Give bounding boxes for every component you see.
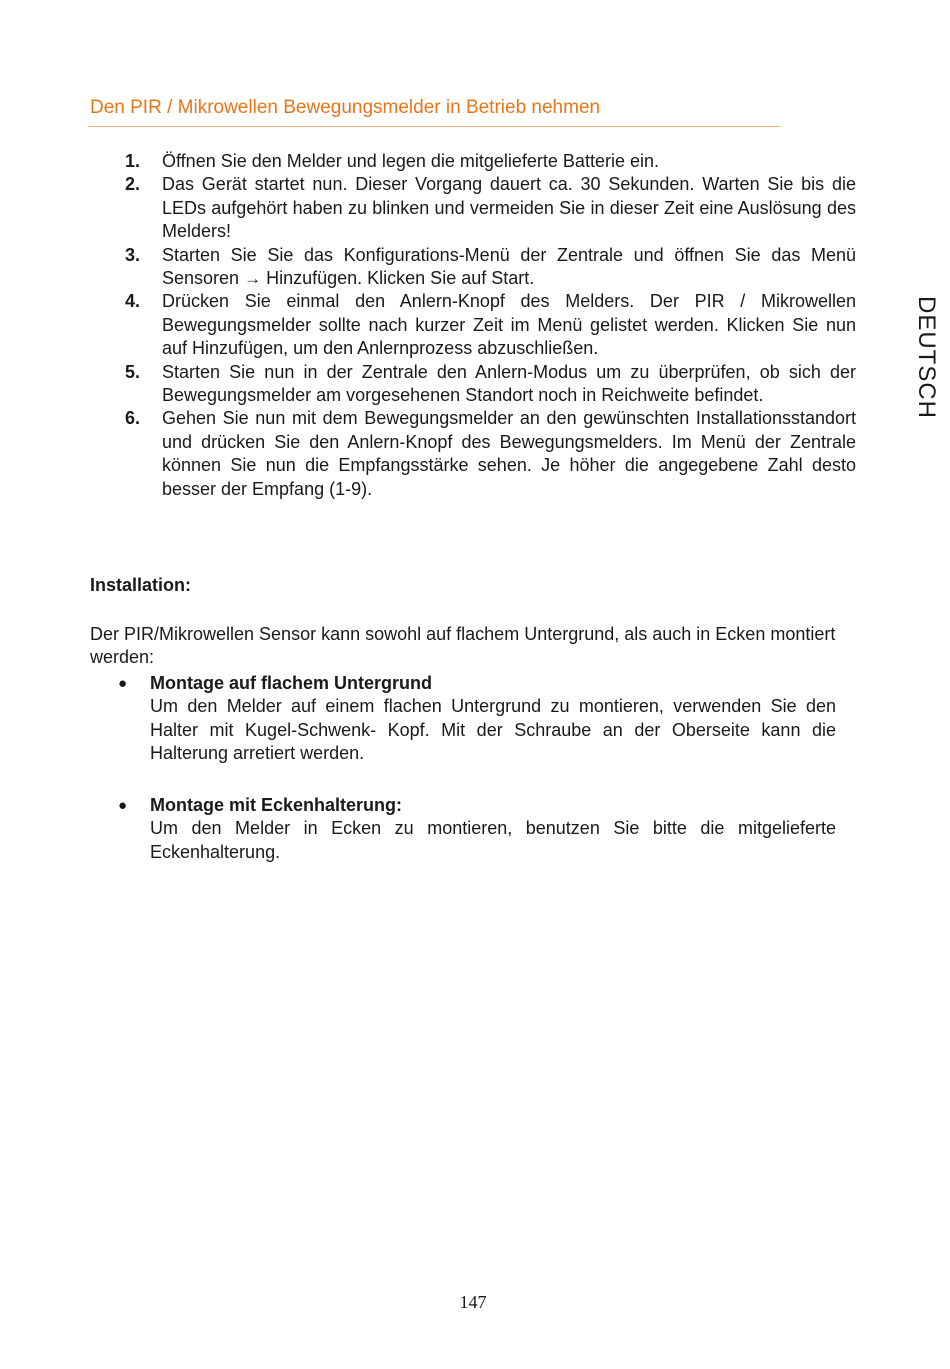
installation-title: Installation: xyxy=(90,575,192,595)
step-number: 4. xyxy=(125,291,141,312)
bullet-title: Montage auf flachem Untergrund xyxy=(150,673,433,693)
installation-intro: Der PIR/Mikrowellen Sensor kann sowohl auf flachem Untergrund, als auch in Ecken montiert werden: xyxy=(90,624,836,668)
heading-divider xyxy=(88,126,780,127)
language-side-label: DEUTSCH xyxy=(913,296,940,420)
page-number: 147 xyxy=(459,1292,487,1312)
arrow-right-icon: → xyxy=(244,269,262,289)
step-number: 3. xyxy=(125,244,141,265)
step-text: Öffnen Sie den Melder und legen die mitgelieferte Batterie ein. xyxy=(162,151,659,171)
bullet-item-flat-mount xyxy=(118,672,836,766)
step-item xyxy=(118,361,856,408)
step-text: Starten Sie Sie das Konfigurations-Menü der Zentrale und öffnen Sie das Menü Sensoren xyxy=(162,244,856,289)
step-number: 5. xyxy=(125,361,141,382)
step-item xyxy=(118,150,856,173)
step-text: Drücken Sie einmal den Anlern-Knopf des Melders. Der PIR / Mikrowellen Bewegungsmelder sollte nach kurzer Zeit im Menü gelistet werden. Klicken Sie nun auf Hinzufügen, um den Anlernprozess abzuschließen. xyxy=(162,291,856,359)
bullet-text: Um den Melder auf einem flachen Untergrund zu montieren, verwenden Sie den Halter mit Kugel-Schwenk- Kopf. Mit der Schraube an der Oberseite kann die Halterung arretiert werden. xyxy=(150,696,836,764)
step-text: Das Gerät startet nun. Dieser Vorgang dauert ca. 30 Sekunden. Warten Sie bis die LEDs aufgehört haben zu blinken und vermeiden Sie in dieser Zeit eine Auslösung des Melders! xyxy=(162,174,856,242)
page-heading: Den PIR / Mikrowellen Bewegungsmelder in Betrieb nehmen xyxy=(90,97,601,118)
step-number: 1. xyxy=(125,151,141,171)
step-item xyxy=(118,173,856,243)
step-text: Gehen Sie nun mit dem Bewegungsmelder an den gewünschten Installationsstandort und drücken Sie den Anlern-Knopf des Bewegungsmelders. Im Menü der Zentrale können Sie nun die Empfangsstärke sehen. Je höher die angegebene Zahl desto besser der Empfang (1-9). xyxy=(162,408,856,499)
bullet-text: Um den Melder in Ecken zu montieren, benutzen Sie bitte die mitgelieferte Eckenhalterung. xyxy=(150,818,836,862)
bullet-item-corner-mount xyxy=(118,794,836,864)
step-item xyxy=(118,407,856,501)
step-text: Hinzufügen. Klicken Sie auf Start. xyxy=(266,268,535,289)
setup-steps-list xyxy=(118,150,856,501)
step-item xyxy=(118,244,856,291)
bullet-icon: ● xyxy=(118,797,128,814)
step-text: Starten Sie nun in der Zentrale den Anlern-Modus um zu überprüfen, ob sich der Bewegungsmelder am vorgesehenen Standort noch in Reichweite befindet. xyxy=(162,361,856,406)
step-number: 2. xyxy=(125,174,141,195)
bullet-title: Montage mit Eckenhalterung: xyxy=(150,795,403,815)
step-number: 6. xyxy=(125,408,141,429)
step-item xyxy=(118,290,856,360)
bullet-icon: ● xyxy=(118,675,128,692)
